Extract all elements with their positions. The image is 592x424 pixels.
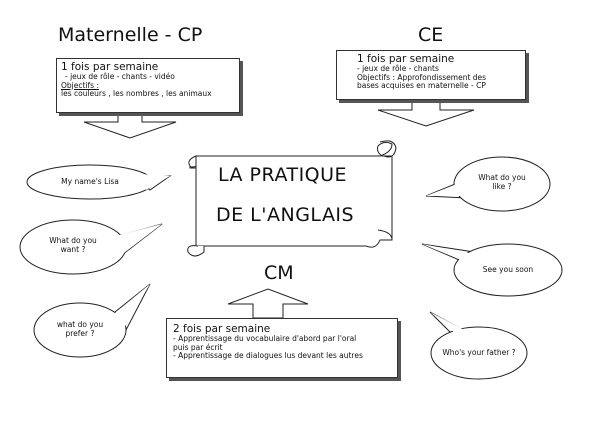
maternelle-objectives-label: Objectifs :	[61, 80, 99, 90]
bubble-text-who-father: Who's your father ?	[442, 348, 516, 357]
cm-item1-line1: - Apprentissage du vocabulaire d'abord par l'oral	[173, 334, 357, 344]
bubble-text-prefer-line2: prefer ?	[65, 329, 95, 339]
box-maternelle-cp	[56, 58, 240, 113]
ce-frequency: 1 fois par semaine	[357, 53, 455, 65]
maternelle-frequency: 1 fois par semaine	[61, 61, 159, 73]
title-line-1: LA PRATIQUE	[218, 164, 348, 186]
bubble-text-want-line1: What do you	[49, 236, 97, 245]
bubble-text-like	[470, 173, 534, 192]
ce-objectives-line2: bases acquises en maternelle - CP	[357, 81, 486, 91]
bubble-text-prefer-line1: what do you	[56, 320, 104, 329]
maternelle-objectives: les couleurs , les nombres , les animaux	[61, 89, 212, 99]
bubble-text-want	[38, 236, 108, 255]
bubble-text-see-you-soon: See you soon	[482, 265, 534, 274]
bubble-text-like-line1: What do you	[478, 173, 526, 182]
title-scroll	[188, 141, 396, 256]
box-ce	[336, 50, 526, 100]
bubble-who-father	[430, 312, 527, 379]
arrow-ce-down	[378, 98, 474, 126]
bubble-text-my-name: My name's Lisa	[61, 177, 119, 186]
arrow-maternelle-down	[84, 112, 176, 138]
cm-frequency: 2 fois par semaine	[173, 323, 271, 335]
title-line-2: DE L'ANGLAIS	[216, 204, 355, 226]
ce-objectives-line1: Objectifs : Approfondissement des	[357, 72, 487, 82]
bubble-text-prefer	[48, 320, 112, 339]
heading-ce: CE	[418, 24, 444, 46]
cm-item2: - Apprentissage de dialogues lus devant les autres	[173, 351, 363, 361]
arrow-cm-up	[228, 289, 308, 318]
bubble-text-like-line2: like ?	[492, 182, 512, 192]
ce-activities: - jeux de rôle - chants	[357, 64, 439, 74]
heading-maternelle-cp: Maternelle - CP	[58, 24, 203, 46]
heading-cm: CM	[264, 262, 294, 284]
box-cm	[166, 318, 398, 378]
cm-item1-line2: puis par écrit	[173, 342, 223, 352]
bubble-text-want-line2: want ?	[60, 245, 86, 255]
maternelle-activities: - jeux de rôle - chants - vidéo	[65, 72, 175, 82]
